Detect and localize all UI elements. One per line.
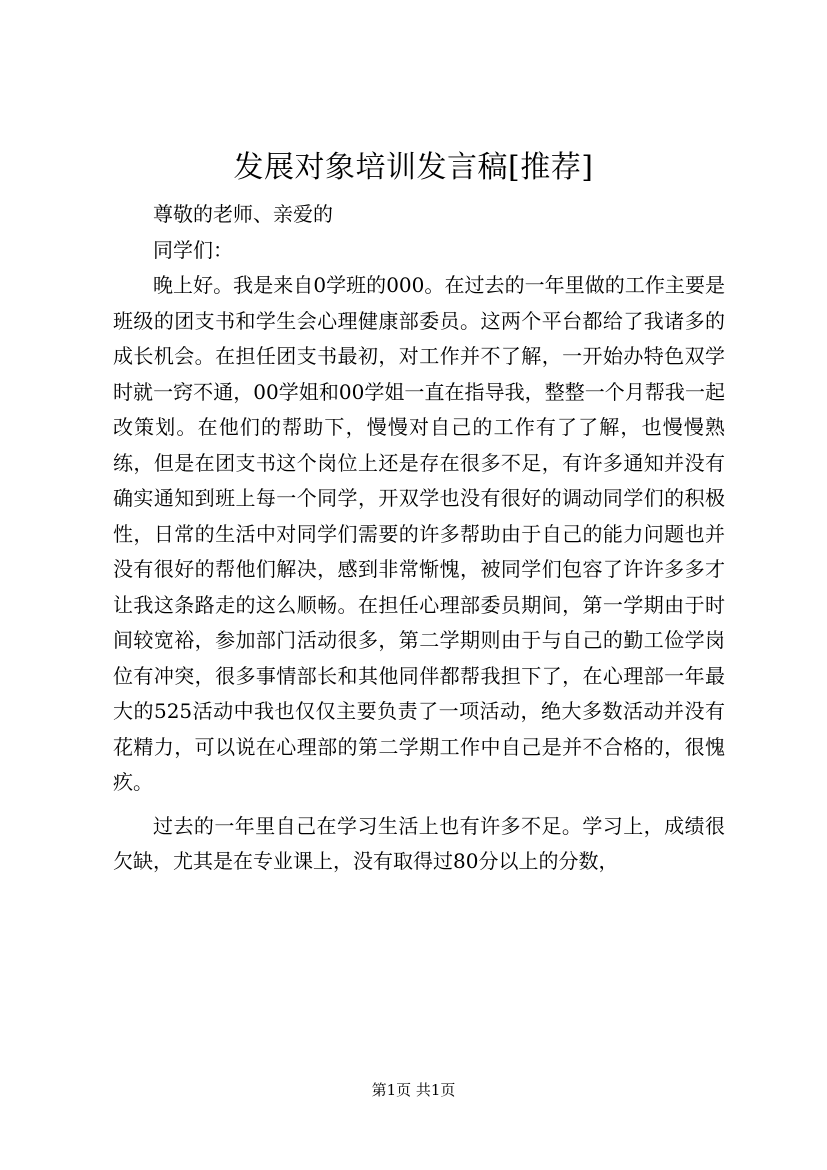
paragraph-2: 过去的一年里自己在学习生活上也有许多不足。学习上，成绩很欠缺，尤其是在专业课上，没有取得过80分以上的分数， [113, 813, 725, 873]
greeting-line-2: 同学们： [153, 237, 233, 262]
paragraph-1: 晚上好。我是来自0学班的000。在过去的一年里做的工作主要是班级的团支书和学生会心理健康部委员。这两个平台都给了我诸多的成长机会。在担任团支书最初，对工作并不了解，一开始办特色双学时就一窍不通，00学姐和00学姐一直在指导我，整整一个月帮我一起改策划。在他们的帮助下，慢慢对自己的工作有了了解，也慢慢熟练，但是在团支书这个岗位上还是存在很多不足，有许多通知并没有确实通知到班上每一个同学，开双学也没有很好的调动同学们的积极性，日常的生活中对同学们需要的许多帮助由于自己的能力问题也并没有很好的帮他们解决，感到非常惭愧，被同学们包容了许许多多才让我这条路走的这么顺畅。在担任心理部委员期间，第一学期由于时间较宽裕，参加部门活动很多，第二学期则由于与自己的勤工俭学岗位有冲突，很多事情部长和其他同伴都帮我担下了，在心理部一年最大的525活动中我也仅仅主要负责了一项活动，绝大多数活动并没有花精力，可以说在心理部的第二学期工作中自己是并不合格的，很愧疚。 [113, 273, 725, 794]
document-body [113, 197, 725, 880]
page-footer: 第1页 共1页 [371, 1081, 456, 1099]
greeting-line-1: 尊敬的老师、亲爱的 [153, 202, 333, 226]
document-title: 发展对象培训发言稿[推荐] [233, 150, 594, 185]
